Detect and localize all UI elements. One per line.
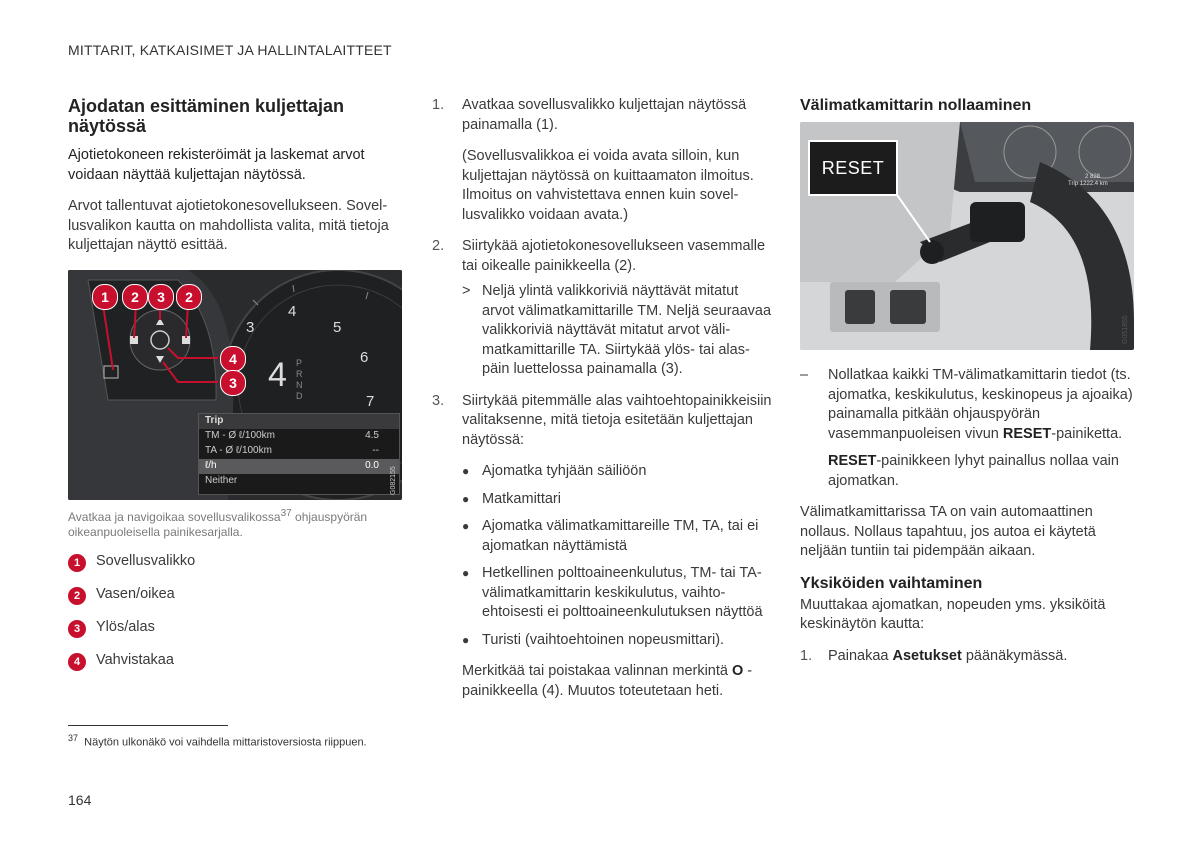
result-text: Neljä ylintä valikkoriviä näyttävät mitatut arvot välimatkamittarille TM. Neljä seuraavaa valikkoriviä näyttävät mitatut arvot välimatkamittarille TA. Siirtykää ylös- tai alaspäin luettelossa painamalla (3). (482, 283, 772, 377)
legend-item (68, 552, 403, 585)
figure-code: G082155 (390, 465, 397, 495)
legend-text: Vahvistakaa (96, 651, 174, 668)
final-bold: O (732, 663, 744, 679)
step-2 (432, 237, 772, 380)
footnote-number: 37 (68, 733, 79, 743)
odometer-text: 2 828 (1085, 174, 1101, 180)
figure-caption (68, 506, 403, 540)
gear-letters: P R N D (296, 357, 303, 401)
callout-3: 3 (148, 284, 174, 310)
callout-1: 1 (92, 284, 118, 310)
legend-badge: 2 (68, 587, 86, 605)
step-text: Painakaa (828, 647, 893, 664)
units-step-1 (800, 647, 1135, 667)
caption-text-2: ohjauspyörän oikeanpuoleisella painikesarjalla. (68, 509, 368, 539)
column-right (800, 96, 1135, 678)
gauge-number-6: 6 (360, 348, 369, 366)
option-list (462, 462, 772, 650)
dash-marker: – (800, 367, 809, 383)
body-paragraph-2: Muuttakaa ajomatkan, nopeuden yms. yksiköitä keskinäytön kautta: (800, 596, 1106, 632)
trip-readout: Trip 1222.4 km (1068, 181, 1108, 187)
list-item-text: Matkamittari (482, 490, 561, 507)
callout-2b: 2 (176, 284, 202, 310)
trip-row-label: ℓ/h (205, 460, 217, 471)
list-item: ● Turisti (vaihtoehtoinen nopeusmittari). (462, 631, 772, 651)
legend-badge: 4 (68, 653, 86, 671)
step-text: Siirtykää ajotietokonesovellukseen vasemmalle tai oikealle painikkeella (2). (462, 238, 766, 274)
instruction-part-2: -painiketta. (1051, 425, 1123, 442)
legend-item (68, 618, 403, 651)
step-number: 3. (432, 392, 445, 409)
step-3 (432, 392, 772, 714)
trip-row-label: TA - Ø ℓ/100km (205, 445, 272, 456)
step-number: 1. (432, 97, 445, 113)
legend-item (68, 651, 403, 684)
legend-text: Vasen/oikea (96, 585, 175, 602)
note-text: -painikkeen lyhyt painallus nollaa vain ajomatkan. (828, 453, 1119, 489)
step-bold: Asetukset (892, 647, 962, 664)
step-result (462, 282, 772, 380)
steering-wheel-buttons-figure (68, 270, 402, 500)
reset-label: RESET (808, 140, 898, 196)
gauge-number-4: 4 (288, 302, 297, 320)
page-header: MITTARIT, KATKAISIMET JA HALLINTALAITTEET (68, 42, 392, 58)
legend-badge: 1 (68, 554, 86, 572)
step-note: (Sovellusvalikkoa ei voida avata silloin, kun kuljettajan näytössä on kuittaamaton ilmoitus. Ilmoitus on vahvistettava ennen kuin sovellusvalikko voidaan avata.) (462, 148, 754, 223)
trip-menu (198, 413, 400, 495)
trip-row (199, 444, 399, 459)
note-bold: RESET (828, 453, 877, 469)
page-number: 164 (68, 792, 92, 808)
legend-item (68, 585, 403, 618)
list-item: ● Ajomatka tyhjään säiliöön (462, 462, 772, 482)
list-item-text: Hetkellinen polttoaineenkulutus, TM- tai TA-välimatkamittarin keskikulutus, vaihtoehtoisesti ei polttoaineenkulutuksen näyttöä (482, 565, 763, 620)
section-title-units: Yksiköiden vaihtaminen (800, 574, 983, 592)
footnote-divider (68, 725, 228, 726)
legend-badge: 3 (68, 620, 86, 638)
step-number: 2. (432, 238, 445, 254)
intro-text: Ajotietokoneen rekisteröimät ja laskemat arvot voidaan näyttää kuljettajan näytössä. (68, 147, 365, 183)
legend-text: Ylös/alas (96, 618, 155, 635)
section-title: Ajodatan esittäminen kuljettajan näytössä (68, 96, 345, 136)
callout-4: 4 (220, 346, 246, 372)
trip-row-value: 0.0 (365, 460, 379, 471)
figure-legend (68, 552, 403, 684)
trip-title: Trip (199, 414, 399, 429)
step-1 (432, 96, 772, 225)
column-middle (432, 96, 772, 725)
figure-code: G051855 (1122, 315, 1129, 344)
instruction-bold: RESET (1002, 425, 1052, 442)
footnote (68, 733, 367, 749)
step-text: Siirtykää pitemmälle alas vaihtoehtopainikkeisiin valitaksenne, mitä tietoja esitetään kuljettajan näytössä: (462, 392, 772, 448)
gear-big: 4 (268, 355, 287, 394)
legend-text: Sovellusvalikko (96, 552, 196, 569)
caption-text: Avatkaa ja navigoikaa sovellusvalikossa (68, 509, 281, 524)
trip-row-value: -- (372, 445, 379, 456)
list-item-text: Turisti (vaihtoehtoinen nopeusmittari). (482, 631, 725, 648)
reset-instruction (800, 366, 1135, 491)
final-text-2: -painikkeella (4). Muutos toteutetaan heti. (462, 663, 753, 699)
trip-row-value: 4.5 (365, 430, 379, 441)
trip-row (199, 429, 399, 444)
list-item: ● Ajomatka välimatkamittareille TM, TA, tai ei ajomatkan näyttämistä (462, 517, 772, 556)
trip-row-label: TM - Ø ℓ/100km (205, 430, 275, 441)
instruction-note (828, 452, 1135, 491)
trip-row (199, 474, 399, 489)
list-item-text: Ajomatka välimatkamittareille TM, TA, tai ei ajomatkan näyttämistä (482, 518, 759, 554)
column-left (68, 96, 403, 684)
callout-3b: 3 (220, 370, 246, 396)
instruction-part: Nollatkaa kaikki TM-välimatkamittarin tiedot (ts. ajomatka, keskikulutus, keskinopeus ja ajoaika) painamalla pitkään ohjauspyörän vasemmanpuoleisen vivun (828, 367, 1133, 442)
final-text: Merkitkää tai poistakaa valinnan merkintä (462, 663, 732, 679)
gauge-number-5: 5 (333, 318, 342, 336)
list-item-text: Ajomatka tyhjään säiliöön (482, 463, 647, 479)
list-item: ● Matkamittari (462, 490, 772, 510)
list-item: ● Hetkellinen polttoaineenkulutus, TM- tai TA-välimatkamittarin keskikulutus, vaihtoehtoisesti ei polttoaineenkulutuksen näyttöä (462, 564, 772, 623)
body-paragraph: Arvot tallentuvat ajotietokonesovellukseen. Sovellusvalikon kautta on mahdollista valita, mitä tietoja kuljettajan näyttö esittää. (68, 198, 389, 253)
step-text: Avatkaa sovellusvalikko kuljettajan näytössä painamalla (1). (462, 97, 747, 133)
footnote-ref: 37 (280, 507, 292, 519)
step-number: 1. (800, 647, 813, 664)
instruction-text (828, 366, 1135, 444)
reset-lever-figure (800, 122, 1134, 350)
section-title-reset: Välimatkamittarin nollaaminen (800, 97, 1032, 114)
callout-2: 2 (122, 284, 148, 310)
body-paragraph: Välimatkamittarissa TA on vain automaattinen nollaus. Nollaus tapahtuu, jos autoa ei käytetä neljään tuntiin tai pidempään aikaan. (800, 504, 1096, 559)
trip-row-selected (199, 459, 399, 474)
footnote-text: Näytön ulkonäkö voi vaihdella mittaristoversiosta riippuen. (84, 736, 367, 749)
gauge-number-3: 3 (246, 318, 255, 336)
result-marker: > (462, 283, 471, 299)
trip-row-label: Neither (205, 475, 238, 486)
final-paragraph (462, 662, 772, 701)
step-text-2: päänäkymässä. (961, 647, 1068, 664)
gauge-number-7: 7 (366, 392, 375, 410)
